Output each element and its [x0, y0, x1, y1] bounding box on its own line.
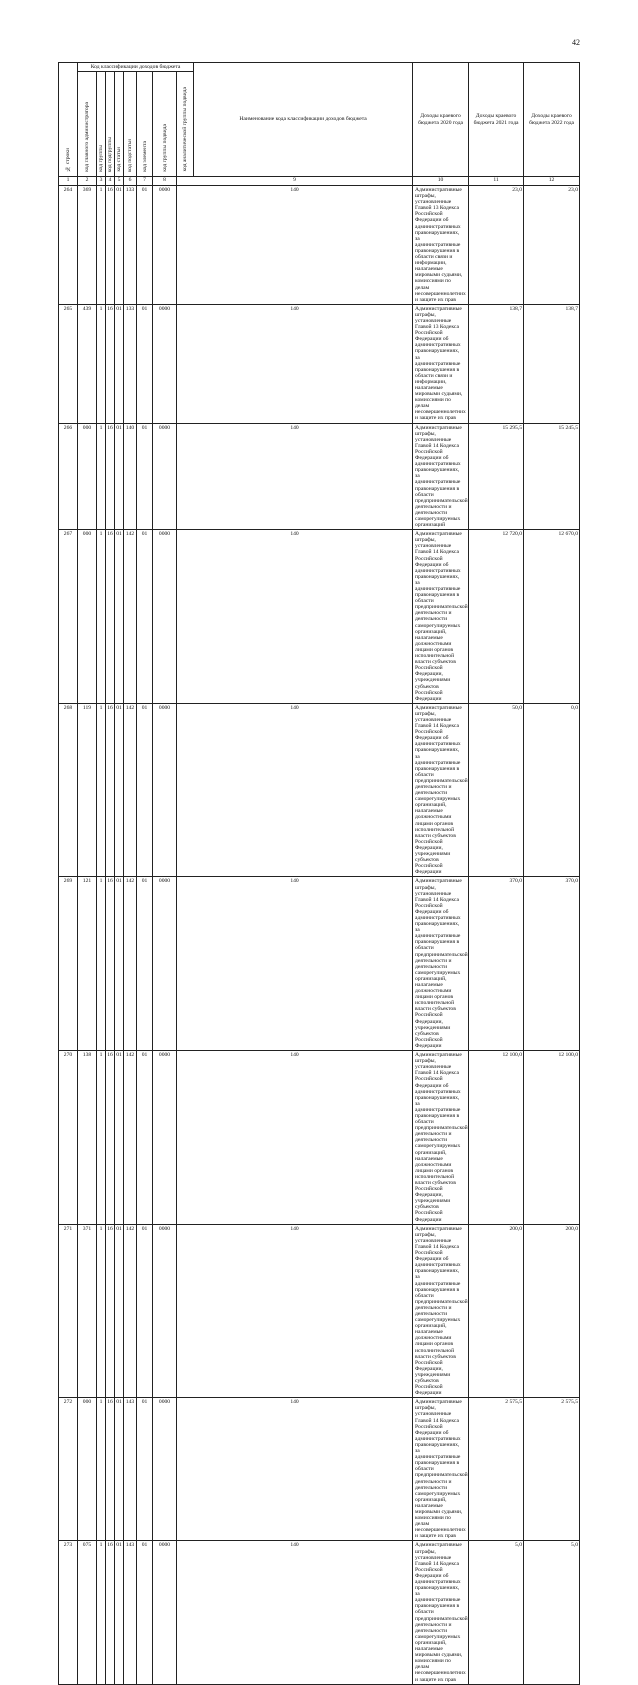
- description-line: Административные штрафы, установленные Главой 14 Кодекса: [415, 1052, 462, 1077]
- code-cell: 140: [177, 703, 413, 877]
- description-line: Административные штрафы, установленные Главой 14 Кодекса: [415, 878, 462, 903]
- code-cell: 140: [177, 186, 413, 305]
- description-line: саморегулируемых организаций, налагаемые должностными: [415, 1317, 461, 1342]
- description-line: за административные правонарушения в области связи и: [415, 354, 461, 379]
- column-number: 10: [413, 177, 469, 186]
- description-line: Федерации, учреждениями субъектов Российской Федерации: [415, 844, 451, 876]
- header-row-number: № строки: [59, 63, 78, 177]
- code-cell: 16: [106, 1398, 115, 1541]
- description-line: за административные правонарушения в области связи и: [415, 235, 461, 261]
- code-cell: 1: [97, 304, 106, 423]
- code-cell: 16: [106, 877, 115, 1051]
- table-row: [59, 703, 580, 877]
- code-cell: 142: [124, 1051, 137, 1225]
- header-code-subgroup: код подгруппы: [106, 72, 115, 177]
- code-cell: 140: [177, 304, 413, 423]
- amount-cell-2021: 138,7: [524, 304, 580, 423]
- code-cell: 142: [124, 1224, 137, 1398]
- description-line: саморегулируемых организаций: [415, 515, 461, 529]
- column-number: 8: [153, 177, 177, 186]
- amount-cell-2020: 5,0: [469, 1541, 524, 1684]
- header-name: Наименование кода классификации доходов бюджета: [194, 63, 413, 177]
- column-number: 1: [59, 177, 78, 186]
- description-line: Административные штрафы, установленные Главой 14 Кодекса: [415, 1225, 462, 1250]
- description-line: Российской Федерации об административных правонарушениях,: [415, 902, 461, 928]
- code-cell: 01: [137, 877, 153, 1051]
- amount-cell-2020: 23,0: [469, 186, 524, 305]
- amount-cell-2021: 12 670,0: [524, 530, 580, 704]
- description-line: за административные правонарушения в области: [415, 1591, 461, 1616]
- code-cell: 142: [124, 530, 137, 704]
- code-cell: 01: [137, 423, 153, 530]
- code-cell: 01: [137, 1398, 153, 1541]
- description-line: Административные штрафы, установленные Главой 14 Кодекса: [415, 1399, 462, 1424]
- code-cell: 439: [78, 304, 97, 423]
- code-cell: 01: [137, 703, 153, 877]
- description-line: Федерации, учреждениями субъектов Российской Федерации: [415, 671, 451, 702]
- code-cell: 000: [78, 530, 97, 704]
- code-cell: 01: [137, 186, 153, 305]
- amount-cell-2021: 370,0: [524, 877, 580, 1051]
- code-cell: 0000: [153, 1051, 177, 1225]
- description-cell: [413, 530, 469, 704]
- row-number: 265: [59, 304, 78, 423]
- code-cell: 000: [78, 423, 97, 530]
- header-code-subtype-group: код группы подвида: [153, 72, 177, 177]
- code-cell: 1: [97, 877, 106, 1051]
- table-row: [59, 304, 580, 423]
- code-cell: 371: [78, 1224, 97, 1398]
- description-line: за административные правонарушения в области: [415, 579, 461, 605]
- description-line: предпринимательской деятельности и деятельности: [415, 1125, 468, 1144]
- code-cell: 0000: [153, 1398, 177, 1541]
- code-cell: 01: [115, 530, 124, 704]
- row-number: 270: [59, 1051, 78, 1225]
- amount-cell-2021: 0,0: [524, 703, 580, 877]
- description-line: Российской Федерации об административных правонарушениях,: [415, 1250, 461, 1275]
- description-cell: [413, 304, 469, 423]
- amount-cell-2020: 200,0: [469, 1224, 524, 1398]
- code-cell: 140: [177, 423, 413, 530]
- description-cell: [413, 1398, 469, 1541]
- code-cell: 16: [106, 1224, 115, 1398]
- code-cell: 01: [137, 530, 153, 704]
- code-cell: 01: [115, 186, 124, 305]
- description-cell: [413, 423, 469, 530]
- code-cell: 16: [106, 304, 115, 423]
- table-row: [59, 186, 580, 305]
- table-row: [59, 1224, 580, 1398]
- column-number: 11: [469, 177, 524, 186]
- amount-cell-2020: 138,7: [469, 304, 524, 423]
- header-code-subarticle: код подстатьи: [124, 72, 137, 177]
- column-number: 3: [97, 177, 106, 186]
- page-number: 42: [572, 38, 580, 47]
- description-line: предпринимательской деятельности и деятельности: [415, 604, 468, 623]
- code-cell: 0000: [153, 530, 177, 704]
- code-cell: 140: [177, 1224, 413, 1398]
- column-numbers-row: [59, 177, 580, 186]
- amount-cell-2021: 200,0: [524, 1224, 580, 1398]
- description-line: лицами органов исполнительной власти субъектов Российской: [415, 1167, 456, 1193]
- description-line: предпринимательской деятельности и деятельности: [415, 951, 468, 970]
- code-cell: 121: [78, 877, 97, 1051]
- code-cell: 0000: [153, 304, 177, 423]
- code-cell: 0000: [153, 186, 177, 305]
- code-cell: 16: [106, 1541, 115, 1684]
- code-cell: 16: [106, 186, 115, 305]
- description-line: комиссиями по делам несовершеннолетних и защите их прав: [415, 1658, 466, 1683]
- description-line: саморегулируемых организаций, налагаемые должностными: [415, 969, 461, 995]
- description-line: Российской Федерации об административных правонарушениях,: [415, 729, 461, 754]
- description-line: Российской Федерации об административных правонарушениях,: [415, 1423, 461, 1448]
- header-year-2021: Доходы краевого бюджета 2021 года: [469, 63, 524, 177]
- column-number: 6: [124, 177, 137, 186]
- code-cell: 138: [78, 1051, 97, 1225]
- description-cell: [413, 1541, 469, 1684]
- code-cell: 369: [78, 186, 97, 305]
- code-cell: 0000: [153, 423, 177, 530]
- description-line: Федерации, учреждениями субъектов Российской Федерации: [415, 1192, 451, 1223]
- description-line: Российской Федерации об административных правонарушениях,: [415, 330, 461, 355]
- header-code-article: код статьи: [115, 72, 124, 177]
- header-year-2022: Доходы краевого бюджета 2022 года: [524, 63, 580, 177]
- code-cell: 0000: [153, 1541, 177, 1684]
- amount-cell-2021: 2 575,5: [524, 1398, 580, 1541]
- description-line: Федерации, учреждениями субъектов Российской Федерации: [415, 1365, 451, 1397]
- code-cell: 1: [97, 1224, 106, 1398]
- description-line: предпринимательской деятельности и деятельности: [415, 1472, 468, 1491]
- table-row: [59, 1051, 580, 1225]
- column-number: 2: [78, 177, 97, 186]
- header-code-admin: код главного администратора: [78, 72, 97, 177]
- code-cell: 01: [115, 1224, 124, 1398]
- column-number: 7: [137, 177, 153, 186]
- code-cell: 1: [97, 423, 106, 530]
- code-cell: 01: [115, 1398, 124, 1541]
- description-line: лицами органов исполнительной власти субъектов Российской: [415, 646, 456, 672]
- code-cell: 0000: [153, 703, 177, 877]
- description-line: Российской Федерации об административных правонарушениях,: [415, 1566, 461, 1592]
- description-line: лицами органов исполнительной власти субъектов Российской: [415, 1341, 456, 1366]
- description-cell: [413, 1051, 469, 1225]
- description-line: предпринимательской деятельности и деятельности: [415, 497, 468, 516]
- code-cell: 142: [124, 703, 137, 877]
- description-cell: [413, 186, 469, 305]
- code-cell: 119: [78, 703, 97, 877]
- description-line: предпринимательской деятельности и деятельности: [415, 777, 468, 797]
- table-row: [59, 423, 580, 530]
- table-row: [59, 1398, 580, 1541]
- header-code-element: код элемента: [137, 72, 153, 177]
- column-number: 9: [177, 177, 413, 186]
- table-row: [59, 1541, 580, 1684]
- description-line: за административные правонарушения в области: [415, 927, 461, 952]
- code-cell: 140: [177, 530, 413, 704]
- description-line: предпринимательской деятельности и деятельности: [415, 1298, 468, 1317]
- row-number: 266: [59, 423, 78, 530]
- row-number: 269: [59, 877, 78, 1051]
- code-cell: 01: [115, 877, 124, 1051]
- table-row: [59, 530, 580, 704]
- row-number: 268: [59, 703, 78, 877]
- description-line: Административные штрафы, установленные Главой 14 Кодекса: [415, 704, 462, 730]
- header-code-group: Код классификации доходов бюджета: [78, 63, 194, 72]
- code-cell: 01: [137, 1051, 153, 1225]
- column-number: 12: [524, 177, 580, 186]
- amount-cell-2020: 50,0: [469, 703, 524, 877]
- code-cell: 1: [97, 1051, 106, 1225]
- description-line: Административные штрафы, установленные Главой 14 Кодекса: [415, 1542, 462, 1567]
- description-line: информации, налагаемые мировыми судьями, комиссиями по: [415, 260, 463, 285]
- amount-cell-2021: 15 245,5: [524, 423, 580, 530]
- amount-cell-2020: 12 720,0: [469, 530, 524, 704]
- amount-cell-2021: 12 100,0: [524, 1051, 580, 1225]
- code-cell: 1: [97, 1398, 106, 1541]
- code-cell: 140: [177, 1541, 413, 1684]
- row-number: 271: [59, 1224, 78, 1398]
- header-code-analytic-group: код аналитической группы подвида: [177, 72, 194, 177]
- description-line: Российской Федерации об административных правонарушениях,: [415, 555, 461, 580]
- code-cell: 01: [115, 1051, 124, 1225]
- description-line: Административные штрафы, установленные Главой 13 Кодекса: [415, 305, 462, 331]
- row-number: 264: [59, 186, 78, 305]
- code-cell: 140: [177, 1398, 413, 1541]
- column-number: 5: [115, 177, 124, 186]
- code-cell: 16: [106, 703, 115, 877]
- description-line: Федерации, учреждениями субъектов Российской Федерации: [415, 1018, 451, 1049]
- table-row: [59, 877, 580, 1051]
- row-number: 272: [59, 1398, 78, 1541]
- description-cell: [413, 1224, 469, 1398]
- code-cell: 1: [97, 530, 106, 704]
- code-cell: 1: [97, 703, 106, 877]
- code-cell: 1: [97, 186, 106, 305]
- code-cell: 143: [124, 1398, 137, 1541]
- description-line: Российской Федерации об административных правонарушениях,: [415, 1076, 461, 1101]
- header-code-group-col: код группы: [97, 72, 106, 177]
- amount-cell-2020: 15 295,5: [469, 423, 524, 530]
- description-line: за административные правонарушения в области: [415, 473, 461, 498]
- code-cell: 140: [124, 423, 137, 530]
- code-cell: 143: [124, 1541, 137, 1684]
- row-number: 267: [59, 530, 78, 704]
- code-cell: 16: [106, 423, 115, 530]
- description-line: за административные правонарушения в области: [415, 753, 461, 778]
- code-cell: 0000: [153, 1224, 177, 1398]
- code-cell: 01: [137, 1224, 153, 1398]
- code-cell: 140: [177, 1051, 413, 1225]
- amount-cell-2020: 2 575,5: [469, 1398, 524, 1541]
- description-line: предпринимательской деятельности и деятельности: [415, 1615, 468, 1634]
- description-line: комиссиями по делам несовершеннолетних и защите их прав: [415, 1515, 466, 1540]
- row-number: 273: [59, 1541, 78, 1684]
- description-line: за административные правонарушения в области: [415, 1100, 461, 1126]
- code-cell: 000: [78, 1398, 97, 1541]
- description-line: саморегулируемых организаций, налагаемые должностными: [415, 796, 461, 821]
- code-cell: 01: [115, 703, 124, 877]
- table-body: [59, 186, 580, 1685]
- description-cell: [413, 877, 469, 1051]
- description-line: лицами органов исполнительной власти субъектов Российской: [415, 820, 456, 845]
- code-cell: 075: [78, 1541, 97, 1684]
- code-cell: 01: [115, 304, 124, 423]
- description-line: за административные правонарушения в области: [415, 1448, 461, 1473]
- description-cell: [413, 703, 469, 877]
- description-line: Российской Федерации об административных правонарушениях,: [415, 211, 461, 236]
- code-cell: 16: [106, 530, 115, 704]
- code-cell: 01: [137, 1541, 153, 1684]
- column-number: 4: [106, 177, 115, 186]
- amount-cell-2020: 370,0: [469, 877, 524, 1051]
- code-cell: 142: [124, 877, 137, 1051]
- description-line: за административные правонарушения в области: [415, 1274, 461, 1299]
- description-line: саморегулируемых организаций, налагаемые должностными: [415, 1143, 461, 1168]
- code-cell: 1: [97, 1541, 106, 1684]
- code-cell: 01: [115, 423, 124, 530]
- description-line: лицами органов исполнительной власти субъектов Российской: [415, 994, 456, 1019]
- description-line: Административные штрафы, установленные Главой 14 Кодекса: [415, 531, 462, 556]
- description-line: делам несовершеннолетних и защите их прав: [415, 284, 466, 303]
- description-line: саморегулируемых организаций, налагаемые мировыми судьями,: [415, 1633, 463, 1659]
- description-line: саморегулируемых организаций, налагаемые должностными: [415, 622, 461, 647]
- description-line: Российской Федерации об административных правонарушениях,: [415, 448, 461, 474]
- header-year-2020: Доходы краевого бюджета 2020 года: [413, 63, 469, 177]
- code-cell: 0000: [153, 877, 177, 1051]
- amount-cell-2020: 12 100,0: [469, 1051, 524, 1225]
- description-line: Административные штрафы, установленные Главой 13 Кодекса: [415, 187, 462, 212]
- code-cell: 133: [124, 186, 137, 305]
- code-cell: 133: [124, 304, 137, 423]
- code-cell: 01: [115, 1541, 124, 1684]
- amount-cell-2021: 5,0: [524, 1541, 580, 1684]
- amount-cell-2021: 23,0: [524, 186, 580, 305]
- revenue-classification-table: [58, 62, 580, 1685]
- description-line: информации, налагаемые мировыми судьями, комиссиями по: [415, 378, 463, 404]
- code-cell: 16: [106, 1051, 115, 1225]
- description-line: Административные штрафы, установленные Главой 14 Кодекса: [415, 424, 462, 449]
- description-line: делам несовершеннолетних и защите их прав: [415, 403, 466, 422]
- description-line: саморегулируемых организаций, налагаемые мировыми судьями,: [415, 1490, 463, 1515]
- code-cell: 140: [177, 877, 413, 1051]
- code-cell: 01: [137, 304, 153, 423]
